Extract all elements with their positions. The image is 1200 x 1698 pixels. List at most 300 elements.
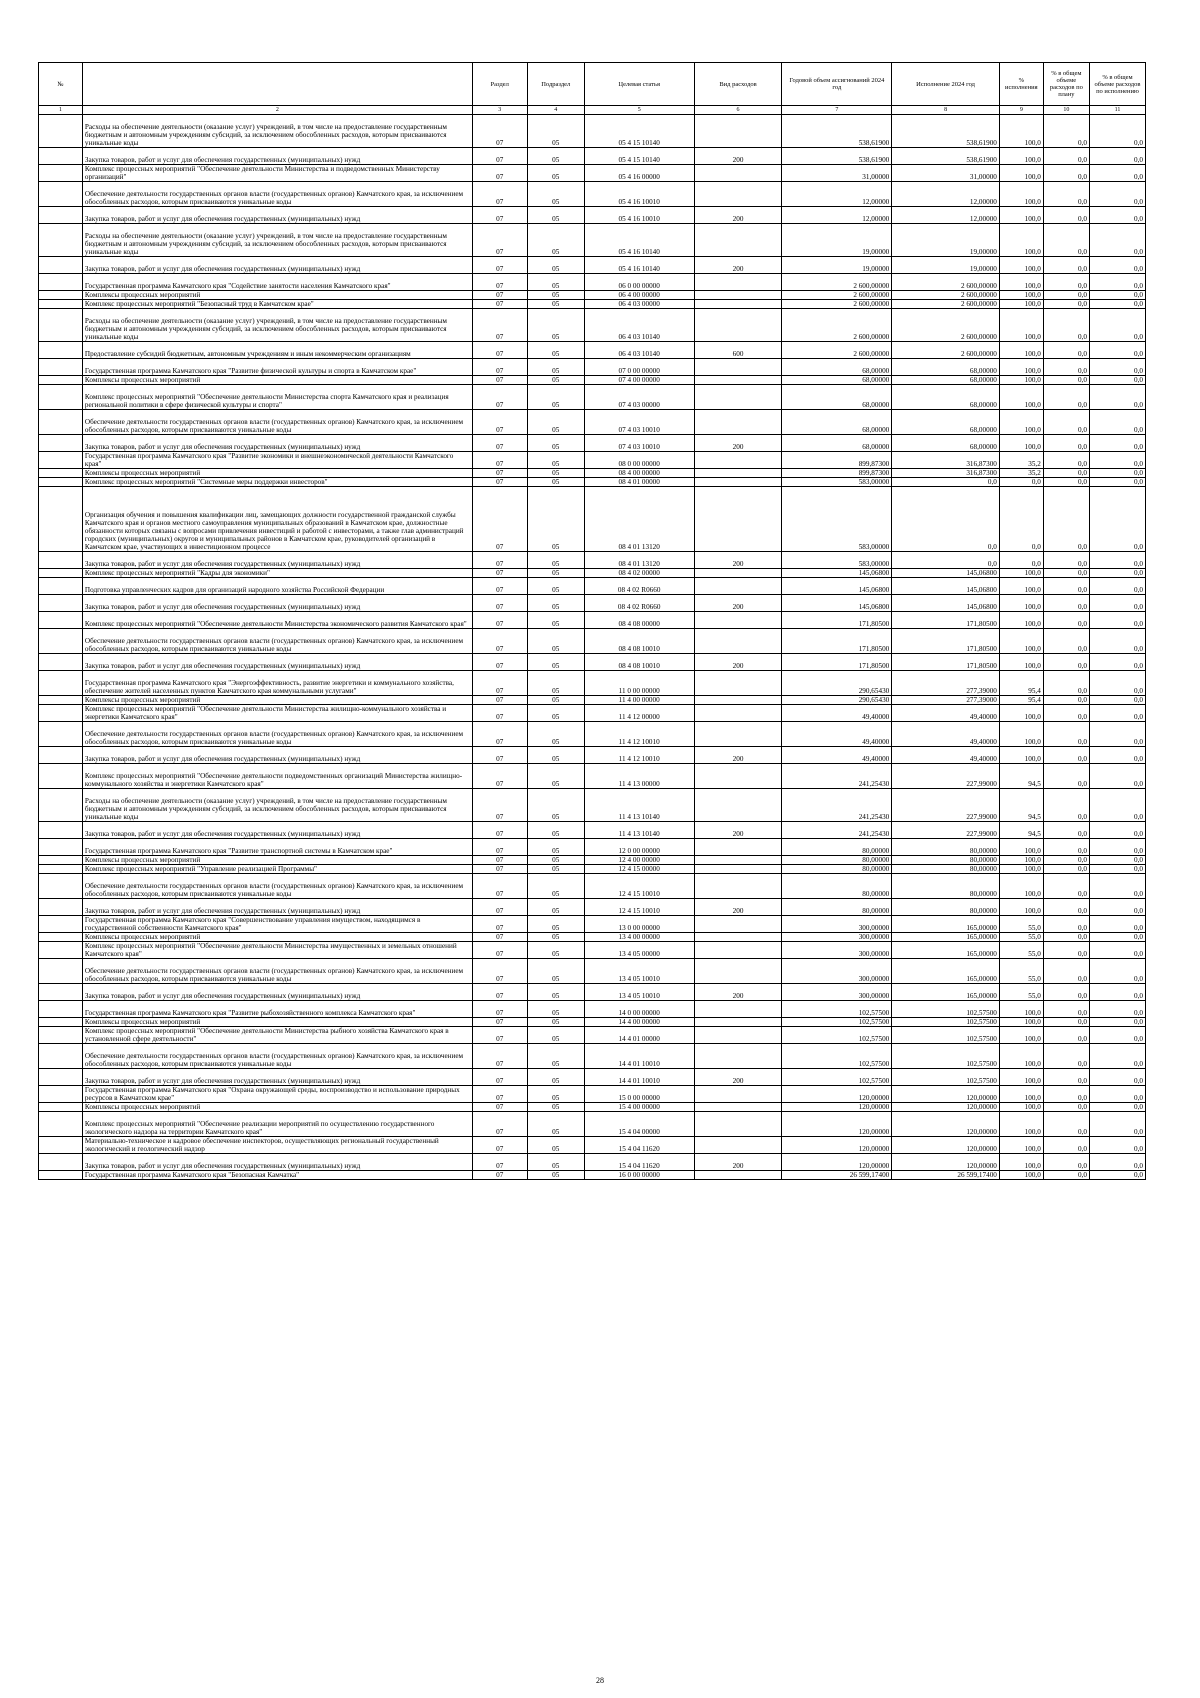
cell-share-plan: 0,0 bbox=[1043, 874, 1089, 899]
cell-tselevaya: 15 0 00 00000 bbox=[584, 1086, 694, 1103]
cell-share-plan: 0,0 bbox=[1043, 1027, 1089, 1044]
cell-podrazdel: 05 bbox=[527, 359, 584, 376]
table-row bbox=[39, 899, 1146, 916]
cell-no bbox=[39, 696, 83, 705]
cell-plan: 538,61900 bbox=[782, 115, 892, 148]
cell-share-fact: 0,0 bbox=[1089, 569, 1145, 578]
cell-name: Комплекс процессных мероприятий "Кадры для экономики" bbox=[82, 569, 472, 578]
cell-name: Организация обучения и повышения квалификации лиц, замещающих должности государственной гражданской службы Камчатского края и органов местного самоуправления муниципальных образований в Камчатском крае, должностные обязанности которых связаны с вопросами привлечения инвестиций и работой с инвесторами, а также глав администраций городских (муниципальных) округов и муниципальных районов в Камчатском крае, руководителей организаций в Камчатском крае, участвующих в инвестиционном процессе bbox=[82, 487, 472, 552]
cell-no bbox=[39, 309, 83, 342]
cell-share-plan: 0,0 bbox=[1043, 822, 1089, 839]
cell-podrazdel: 05 bbox=[527, 207, 584, 224]
cell-vid bbox=[694, 469, 782, 478]
cell-plan: 12,00000 bbox=[782, 182, 892, 207]
cell-tselevaya: 11 4 12 10010 bbox=[584, 747, 694, 764]
header-row bbox=[39, 63, 1146, 106]
cell-share-fact: 0,0 bbox=[1089, 1112, 1145, 1137]
cell-share-fact: 0,0 bbox=[1089, 722, 1145, 747]
cell-podrazdel: 05 bbox=[527, 1154, 584, 1171]
cell-razdel: 07 bbox=[472, 1069, 527, 1086]
cell-share-fact: 0,0 bbox=[1089, 839, 1145, 856]
table-row bbox=[39, 722, 1146, 747]
cell-name: Государственная программа Камчатского края "Развитие экономики и внешнеэкономической деятельности Камчатского края" bbox=[82, 452, 472, 469]
cell-podrazdel: 05 bbox=[527, 309, 584, 342]
cell-razdel: 07 bbox=[472, 839, 527, 856]
cell-fact: 80,00000 bbox=[892, 856, 1000, 865]
col-number: 8 bbox=[892, 106, 1000, 115]
budget-table-sheet bbox=[38, 62, 1146, 1180]
cell-name: Закупка товаров, работ и услуг для обеспечения государственных (муниципальных) нужд bbox=[82, 552, 472, 569]
cell-plan: 300,00000 bbox=[782, 942, 892, 959]
cell-fact: 171,80500 bbox=[892, 654, 1000, 671]
cell-plan: 68,00000 bbox=[782, 376, 892, 385]
cell-plan: 290,65430 bbox=[782, 696, 892, 705]
col-ispolnenie-header: Исполнение 2024 год bbox=[892, 63, 1000, 106]
cell-share-plan: 0,0 bbox=[1043, 705, 1089, 722]
cell-share-fact: 0,0 bbox=[1089, 115, 1145, 148]
cell-fact: 145,06800 bbox=[892, 569, 1000, 578]
cell-name: Государственная программа Камчатского края "Развитие физической культуры и спорта в Камчатском крае" bbox=[82, 359, 472, 376]
cell-share-fact: 0,0 bbox=[1089, 595, 1145, 612]
cell-tselevaya: 11 4 00 00000 bbox=[584, 696, 694, 705]
table-row bbox=[39, 385, 1146, 410]
cell-vid bbox=[694, 629, 782, 654]
cell-pct: 100,0 bbox=[999, 115, 1043, 148]
cell-razdel: 07 bbox=[472, 764, 527, 789]
cell-share-fact: 0,0 bbox=[1089, 629, 1145, 654]
cell-share-fact: 0,0 bbox=[1089, 359, 1145, 376]
cell-vid: 200 bbox=[694, 899, 782, 916]
table-row bbox=[39, 569, 1146, 578]
table-row bbox=[39, 165, 1146, 182]
cell-pct: 95,4 bbox=[999, 671, 1043, 696]
cell-name: Обеспечение деятельности государственных органов власти (государственных органов) Камчатского края, за исключением обособленных расходов, которым присваиваются уникальные коды bbox=[82, 959, 472, 984]
cell-pct: 100,0 bbox=[999, 376, 1043, 385]
cell-fact: 145,06800 bbox=[892, 578, 1000, 595]
cell-pct: 100,0 bbox=[999, 1171, 1043, 1180]
cell-plan: 300,00000 bbox=[782, 933, 892, 942]
cell-tselevaya: 06 4 03 10140 bbox=[584, 342, 694, 359]
cell-vid bbox=[694, 569, 782, 578]
cell-razdel: 07 bbox=[472, 359, 527, 376]
cell-vid bbox=[694, 359, 782, 376]
cell-plan: 171,80500 bbox=[782, 612, 892, 629]
cell-tselevaya: 08 4 08 00000 bbox=[584, 612, 694, 629]
cell-plan: 583,00000 bbox=[782, 487, 892, 552]
cell-fact: 227,99000 bbox=[892, 764, 1000, 789]
cell-fact: 102,57500 bbox=[892, 1069, 1000, 1086]
cell-share-plan: 0,0 bbox=[1043, 224, 1089, 257]
cell-fact: 80,00000 bbox=[892, 874, 1000, 899]
cell-fact: 0,0 bbox=[892, 487, 1000, 552]
cell-fact: 102,57500 bbox=[892, 1018, 1000, 1027]
table-row bbox=[39, 1103, 1146, 1112]
cell-name: Расходы на обеспечение деятельности (оказание услуг) учреждений, в том числе на предоставление государственным бюджетным и автономным учреждениям субсидий, за исключением обособленных расходов, которым присваиваются уникальные коды bbox=[82, 309, 472, 342]
table-row bbox=[39, 410, 1146, 435]
cell-share-fact: 0,0 bbox=[1089, 764, 1145, 789]
cell-pct: 100,0 bbox=[999, 309, 1043, 342]
cell-share-fact: 0,0 bbox=[1089, 552, 1145, 569]
cell-podrazdel: 05 bbox=[527, 705, 584, 722]
col-number: 4 bbox=[527, 106, 584, 115]
table-row bbox=[39, 257, 1146, 274]
cell-razdel: 07 bbox=[472, 865, 527, 874]
cell-tselevaya: 07 4 00 00000 bbox=[584, 376, 694, 385]
cell-razdel: 07 bbox=[472, 257, 527, 274]
cell-pct: 100,0 bbox=[999, 1001, 1043, 1018]
cell-fact: 68,00000 bbox=[892, 435, 1000, 452]
cell-podrazdel: 05 bbox=[527, 764, 584, 789]
cell-no bbox=[39, 1069, 83, 1086]
cell-share-fact: 0,0 bbox=[1089, 257, 1145, 274]
cell-podrazdel: 05 bbox=[527, 385, 584, 410]
cell-podrazdel: 05 bbox=[527, 899, 584, 916]
table-row bbox=[39, 865, 1146, 874]
cell-tselevaya: 08 4 01 13120 bbox=[584, 487, 694, 552]
cell-razdel: 07 bbox=[472, 1154, 527, 1171]
cell-no bbox=[39, 487, 83, 552]
cell-vid bbox=[694, 705, 782, 722]
cell-plan: 68,00000 bbox=[782, 435, 892, 452]
cell-tselevaya: 05 4 15 10140 bbox=[584, 148, 694, 165]
cell-razdel: 07 bbox=[472, 959, 527, 984]
cell-name: Комплекс процессных мероприятий "Обеспечение деятельности Министерства и подведомственных Министерству организаций" bbox=[82, 165, 472, 182]
cell-share-plan: 0,0 bbox=[1043, 942, 1089, 959]
cell-razdel: 07 bbox=[472, 612, 527, 629]
cell-razdel: 07 bbox=[472, 578, 527, 595]
cell-plan: 300,00000 bbox=[782, 916, 892, 933]
cell-share-plan: 0,0 bbox=[1043, 410, 1089, 435]
cell-share-fact: 0,0 bbox=[1089, 705, 1145, 722]
cell-pct: 94,5 bbox=[999, 764, 1043, 789]
cell-razdel: 07 bbox=[472, 376, 527, 385]
cell-no bbox=[39, 984, 83, 1001]
cell-razdel: 07 bbox=[472, 916, 527, 933]
cell-share-fact: 0,0 bbox=[1089, 1086, 1145, 1103]
col-podrazdel-header: Подраздел bbox=[527, 63, 584, 106]
cell-fact: 102,57500 bbox=[892, 1044, 1000, 1069]
cell-share-plan: 0,0 bbox=[1043, 207, 1089, 224]
cell-share-plan: 0,0 bbox=[1043, 165, 1089, 182]
cell-name: Комплекс процессных мероприятий "Обеспечение деятельности Министерства жилищно-коммунального хозяйства и энергетики Камчатского края" bbox=[82, 705, 472, 722]
table-row bbox=[39, 478, 1146, 487]
cell-vid bbox=[694, 1044, 782, 1069]
cell-fact: 120,00000 bbox=[892, 1086, 1000, 1103]
cell-podrazdel: 05 bbox=[527, 1044, 584, 1069]
cell-tselevaya: 11 4 13 10140 bbox=[584, 789, 694, 822]
cell-pct: 100,0 bbox=[999, 705, 1043, 722]
table-row bbox=[39, 595, 1146, 612]
cell-pct: 100,0 bbox=[999, 747, 1043, 764]
cell-vid: 200 bbox=[694, 747, 782, 764]
col-number: 6 bbox=[694, 106, 782, 115]
table-row bbox=[39, 342, 1146, 359]
cell-razdel: 07 bbox=[472, 789, 527, 822]
cell-plan: 145,06800 bbox=[782, 595, 892, 612]
cell-tselevaya: 14 0 00 00000 bbox=[584, 1001, 694, 1018]
cell-podrazdel: 05 bbox=[527, 595, 584, 612]
cell-vid: 200 bbox=[694, 984, 782, 1001]
cell-share-plan: 0,0 bbox=[1043, 569, 1089, 578]
cell-share-plan: 0,0 bbox=[1043, 552, 1089, 569]
cell-tselevaya: 08 0 00 00000 bbox=[584, 452, 694, 469]
table-row bbox=[39, 1154, 1146, 1171]
cell-pct: 100,0 bbox=[999, 629, 1043, 654]
cell-plan: 31,00000 bbox=[782, 165, 892, 182]
cell-podrazdel: 05 bbox=[527, 224, 584, 257]
cell-pct: 55,0 bbox=[999, 984, 1043, 1001]
cell-tselevaya: 08 4 01 13120 bbox=[584, 552, 694, 569]
cell-podrazdel: 05 bbox=[527, 1069, 584, 1086]
col-vid-header: Вид расходов bbox=[694, 63, 782, 106]
cell-name: Закупка товаров, работ и услуг для обеспечения государственных (муниципальных) нужд bbox=[82, 654, 472, 671]
cell-vid: 200 bbox=[694, 1069, 782, 1086]
cell-share-fact: 0,0 bbox=[1089, 148, 1145, 165]
cell-tselevaya: 11 4 13 00000 bbox=[584, 764, 694, 789]
cell-pct: 100,0 bbox=[999, 342, 1043, 359]
cell-share-plan: 0,0 bbox=[1043, 984, 1089, 1001]
cell-tselevaya: 06 4 03 00000 bbox=[584, 300, 694, 309]
cell-plan: 290,65430 bbox=[782, 671, 892, 696]
cell-plan: 120,00000 bbox=[782, 1112, 892, 1137]
cell-share-plan: 0,0 bbox=[1043, 115, 1089, 148]
cell-share-fact: 0,0 bbox=[1089, 578, 1145, 595]
cell-podrazdel: 05 bbox=[527, 435, 584, 452]
cell-name: Материально-техническое и кадровое обеспечение инспекторов, осуществляющих региональный государственный экологический и геологический надзор bbox=[82, 1137, 472, 1154]
cell-vid: 200 bbox=[694, 552, 782, 569]
cell-name: Обеспечение деятельности государственных органов власти (государственных органов) Камчатского края, за исключением обособленных расходов, которым присваиваются уникальные коды bbox=[82, 182, 472, 207]
cell-pct: 100,0 bbox=[999, 148, 1043, 165]
cell-razdel: 07 bbox=[472, 182, 527, 207]
cell-podrazdel: 05 bbox=[527, 1112, 584, 1137]
col-pct-fact-header: % в общем объеме расходов по исполнению bbox=[1089, 63, 1145, 106]
cell-vid: 200 bbox=[694, 654, 782, 671]
cell-vid bbox=[694, 1137, 782, 1154]
cell-fact: 2 600,00000 bbox=[892, 291, 1000, 300]
cell-plan: 68,00000 bbox=[782, 410, 892, 435]
cell-share-fact: 0,0 bbox=[1089, 1018, 1145, 1027]
cell-name: Государственная программа Камчатского края "Развитие рыбохозяйственного комплекса Камчатского края" bbox=[82, 1001, 472, 1018]
cell-no bbox=[39, 578, 83, 595]
cell-podrazdel: 05 bbox=[527, 1018, 584, 1027]
cell-share-plan: 0,0 bbox=[1043, 359, 1089, 376]
cell-name: Закупка товаров, работ и услуг для обеспечения государственных (муниципальных) нужд bbox=[82, 1069, 472, 1086]
cell-no bbox=[39, 942, 83, 959]
cell-name: Предоставление субсидий бюджетным, автономным учреждениям и иным некоммерческим организациям bbox=[82, 342, 472, 359]
cell-no bbox=[39, 182, 83, 207]
cell-tselevaya: 14 4 01 10010 bbox=[584, 1069, 694, 1086]
cell-plan: 300,00000 bbox=[782, 959, 892, 984]
cell-plan: 241,25430 bbox=[782, 764, 892, 789]
cell-pct: 94,5 bbox=[999, 822, 1043, 839]
col-number: 1 bbox=[39, 106, 83, 115]
cell-fact: 68,00000 bbox=[892, 376, 1000, 385]
cell-no bbox=[39, 1027, 83, 1044]
cell-no bbox=[39, 705, 83, 722]
cell-pct: 100,0 bbox=[999, 612, 1043, 629]
cell-podrazdel: 05 bbox=[527, 942, 584, 959]
cell-pct: 100,0 bbox=[999, 1027, 1043, 1044]
cell-razdel: 07 bbox=[472, 705, 527, 722]
cell-vid bbox=[694, 916, 782, 933]
cell-razdel: 07 bbox=[472, 115, 527, 148]
cell-share-plan: 0,0 bbox=[1043, 1086, 1089, 1103]
cell-share-plan: 0,0 bbox=[1043, 747, 1089, 764]
cell-plan: 899,87300 bbox=[782, 469, 892, 478]
cell-share-plan: 0,0 bbox=[1043, 435, 1089, 452]
cell-fact: 80,00000 bbox=[892, 839, 1000, 856]
cell-share-fact: 0,0 bbox=[1089, 224, 1145, 257]
cell-tselevaya: 13 4 00 00000 bbox=[584, 933, 694, 942]
table-row bbox=[39, 984, 1146, 1001]
cell-no bbox=[39, 115, 83, 148]
cell-pct: 100,0 bbox=[999, 722, 1043, 747]
cell-fact: 102,57500 bbox=[892, 1027, 1000, 1044]
cell-pct: 100,0 bbox=[999, 1018, 1043, 1027]
cell-share-plan: 0,0 bbox=[1043, 595, 1089, 612]
cell-pct: 100,0 bbox=[999, 865, 1043, 874]
table-row bbox=[39, 612, 1146, 629]
cell-podrazdel: 05 bbox=[527, 1001, 584, 1018]
cell-pct: 100,0 bbox=[999, 874, 1043, 899]
cell-share-fact: 0,0 bbox=[1089, 612, 1145, 629]
cell-vid bbox=[694, 856, 782, 865]
cell-share-fact: 0,0 bbox=[1089, 789, 1145, 822]
cell-name: Закупка товаров, работ и услуг для обеспечения государственных (муниципальных) нужд bbox=[82, 1154, 472, 1171]
cell-no bbox=[39, 569, 83, 578]
cell-razdel: 07 bbox=[472, 469, 527, 478]
cell-tselevaya: 15 4 04 00000 bbox=[584, 1112, 694, 1137]
cell-tselevaya: 07 4 03 00000 bbox=[584, 385, 694, 410]
cell-plan: 26 599,17400 bbox=[782, 1171, 892, 1180]
col-number: 2 bbox=[82, 106, 472, 115]
cell-fact: 49,40000 bbox=[892, 747, 1000, 764]
cell-vid: 200 bbox=[694, 1154, 782, 1171]
cell-name: Комплекс процессных мероприятий "Обеспечение реализации мероприятий по осуществлению государственного экологического надзора на территории Камчатского края" bbox=[82, 1112, 472, 1137]
cell-share-plan: 0,0 bbox=[1043, 933, 1089, 942]
cell-vid bbox=[694, 478, 782, 487]
cell-vid bbox=[694, 452, 782, 469]
cell-share-fact: 0,0 bbox=[1089, 1103, 1145, 1112]
cell-tselevaya: 12 4 15 10010 bbox=[584, 874, 694, 899]
cell-name: Комплексы процессных мероприятий bbox=[82, 469, 472, 478]
table-row bbox=[39, 309, 1146, 342]
cell-plan: 241,25430 bbox=[782, 789, 892, 822]
col-pct-isp-header: % исполнения bbox=[999, 63, 1043, 106]
cell-tselevaya: 08 4 08 10010 bbox=[584, 654, 694, 671]
cell-pct: 100,0 bbox=[999, 1137, 1043, 1154]
cell-fact: 165,00000 bbox=[892, 959, 1000, 984]
cell-plan: 12,00000 bbox=[782, 207, 892, 224]
cell-podrazdel: 05 bbox=[527, 1103, 584, 1112]
table-row bbox=[39, 933, 1146, 942]
cell-fact: 0,0 bbox=[892, 478, 1000, 487]
cell-fact: 538,61900 bbox=[892, 148, 1000, 165]
cell-tselevaya: 05 4 16 10010 bbox=[584, 207, 694, 224]
table-row bbox=[39, 705, 1146, 722]
cell-podrazdel: 05 bbox=[527, 722, 584, 747]
cell-fact: 277,39000 bbox=[892, 696, 1000, 705]
cell-tselevaya: 11 4 12 10010 bbox=[584, 722, 694, 747]
cell-pct: 100,0 bbox=[999, 291, 1043, 300]
cell-no bbox=[39, 654, 83, 671]
cell-razdel: 07 bbox=[472, 671, 527, 696]
table-row bbox=[39, 207, 1146, 224]
table-row bbox=[39, 578, 1146, 595]
cell-razdel: 07 bbox=[472, 224, 527, 257]
cell-share-plan: 0,0 bbox=[1043, 1069, 1089, 1086]
cell-podrazdel: 05 bbox=[527, 291, 584, 300]
cell-name: Расходы на обеспечение деятельности (оказание услуг) учреждений, в том числе на предоставление государственным бюджетным и автономным учреждениям субсидий, за исключением обособленных расходов, которым присваиваются уникальные коды bbox=[82, 115, 472, 148]
cell-no bbox=[39, 722, 83, 747]
cell-podrazdel: 05 bbox=[527, 1137, 584, 1154]
cell-plan: 899,87300 bbox=[782, 452, 892, 469]
cell-share-fact: 0,0 bbox=[1089, 309, 1145, 342]
cell-no bbox=[39, 916, 83, 933]
cell-plan: 2 600,00000 bbox=[782, 342, 892, 359]
cell-share-plan: 0,0 bbox=[1043, 629, 1089, 654]
cell-no bbox=[39, 224, 83, 257]
cell-pct: 100,0 bbox=[999, 1154, 1043, 1171]
cell-no bbox=[39, 1103, 83, 1112]
cell-share-fact: 0,0 bbox=[1089, 165, 1145, 182]
cell-share-plan: 0,0 bbox=[1043, 959, 1089, 984]
table-row bbox=[39, 747, 1146, 764]
table-row bbox=[39, 629, 1146, 654]
cell-plan: 49,40000 bbox=[782, 722, 892, 747]
cell-razdel: 07 bbox=[472, 300, 527, 309]
cell-razdel: 07 bbox=[472, 899, 527, 916]
cell-fact: 316,87300 bbox=[892, 469, 1000, 478]
cell-plan: 68,00000 bbox=[782, 385, 892, 410]
cell-name: Комплекс процессных мероприятий "Обеспечение деятельности Министерства спорта Камчатского края и реализация региональной политики в сфере физической культуры и спорта" bbox=[82, 385, 472, 410]
cell-share-plan: 0,0 bbox=[1043, 1112, 1089, 1137]
cell-vid bbox=[694, 274, 782, 291]
cell-podrazdel: 05 bbox=[527, 654, 584, 671]
cell-share-fact: 0,0 bbox=[1089, 410, 1145, 435]
table-row bbox=[39, 224, 1146, 257]
cell-podrazdel: 05 bbox=[527, 1086, 584, 1103]
cell-share-plan: 0,0 bbox=[1043, 899, 1089, 916]
cell-share-fact: 0,0 bbox=[1089, 291, 1145, 300]
cell-no bbox=[39, 1018, 83, 1027]
table-row bbox=[39, 1001, 1146, 1018]
table-row bbox=[39, 1069, 1146, 1086]
cell-name: Закупка товаров, работ и услуг для обеспечения государственных (муниципальных) нужд bbox=[82, 595, 472, 612]
cell-no bbox=[39, 764, 83, 789]
cell-share-fact: 0,0 bbox=[1089, 856, 1145, 865]
cell-name: Обеспечение деятельности государственных органов власти (государственных органов) Камчатского края, за исключением обособленных расходов, которым присваиваются уникальные коды bbox=[82, 1044, 472, 1069]
cell-fact: 19,00000 bbox=[892, 224, 1000, 257]
cell-razdel: 07 bbox=[472, 1103, 527, 1112]
cell-share-plan: 0,0 bbox=[1043, 654, 1089, 671]
cell-no bbox=[39, 342, 83, 359]
cell-share-fact: 0,0 bbox=[1089, 1044, 1145, 1069]
cell-fact: 316,87300 bbox=[892, 452, 1000, 469]
cell-pct: 0,0 bbox=[999, 487, 1043, 552]
cell-razdel: 07 bbox=[472, 654, 527, 671]
cell-fact: 538,61900 bbox=[892, 115, 1000, 148]
cell-podrazdel: 05 bbox=[527, 856, 584, 865]
cell-razdel: 07 bbox=[472, 984, 527, 1001]
cell-share-plan: 0,0 bbox=[1043, 469, 1089, 478]
cell-plan: 2 600,00000 bbox=[782, 309, 892, 342]
cell-tselevaya: 06 0 00 00000 bbox=[584, 274, 694, 291]
cell-share-plan: 0,0 bbox=[1043, 1171, 1089, 1180]
col-number: 3 bbox=[472, 106, 527, 115]
cell-no bbox=[39, 789, 83, 822]
cell-pct: 35,2 bbox=[999, 452, 1043, 469]
